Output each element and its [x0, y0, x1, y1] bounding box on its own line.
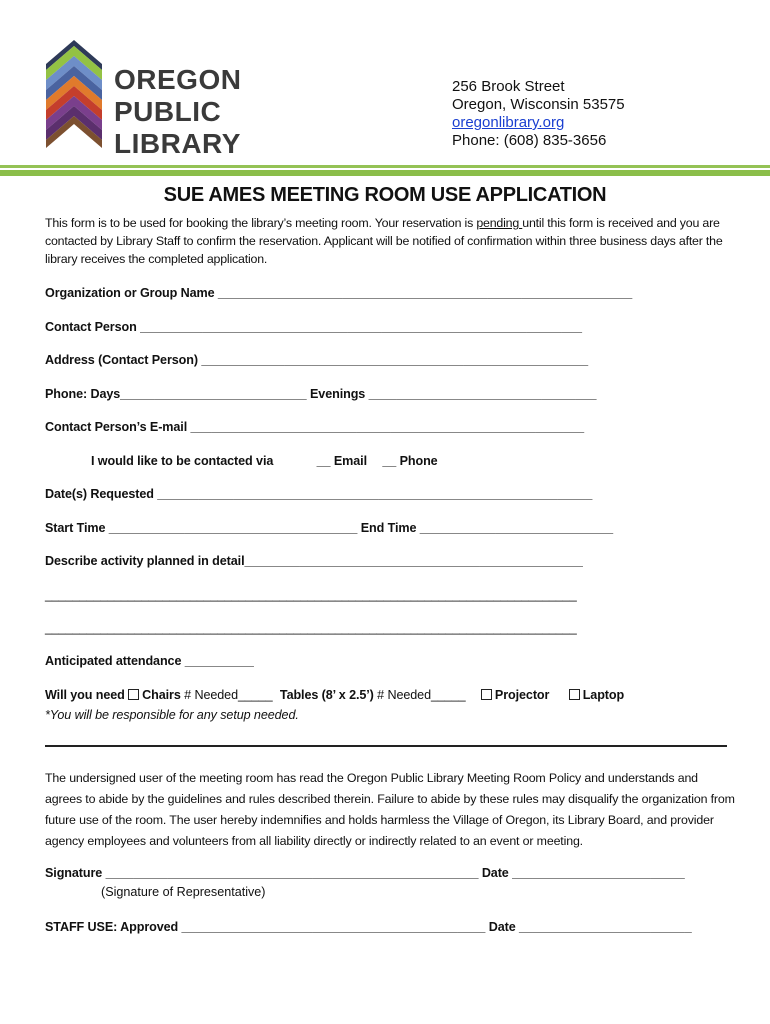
tables-label: Tables (8’ x 2.5’)	[279, 688, 378, 702]
logo-line-3: LIBRARY	[114, 128, 241, 159]
city: Oregon, Wisconsin 53575	[452, 96, 625, 113]
library-logo	[42, 40, 242, 159]
phone-days-field[interactable]: Phone: Days___________________________	[45, 387, 310, 401]
header-divider	[0, 165, 770, 177]
logo-line-1: OREGON	[114, 64, 242, 95]
section-divider	[45, 745, 727, 747]
attendance-field[interactable]: Anticipated attendance __________	[45, 654, 254, 668]
projector-label: Projector	[494, 688, 550, 702]
library-address	[452, 78, 625, 150]
staff-date-field[interactable]: Date _________________________	[488, 920, 692, 934]
time-field[interactable]	[45, 521, 613, 535]
agreement-text: The undersigned user of the meeting room has read the Oregon Public Library Meeting Room Policy and understands and agrees to abide by the guidelines and rules described therein. Failure to abide by these rules may disqualify the organization from future use of the room. The user hereby indemnifies and holds harmless the Village of Oregon, its Library Board, and provider agency employees and volunteers from all liability directly or indirectly related to an event or meeting.	[45, 771, 735, 848]
staff-row	[45, 920, 692, 934]
activity-blank-line-2[interactable]: _____________________________________________________________________________	[45, 621, 577, 635]
contact-phone-option[interactable]: __ Phone	[382, 454, 438, 468]
activity-field[interactable]: Describe activity planned in detail_________________________________________________	[45, 554, 583, 568]
end-time-field[interactable]: End Time ____________________________	[360, 521, 614, 535]
start-time-field[interactable]: Start Time ____________________________________	[45, 521, 361, 535]
contact-via-label: I would like to be contacted via	[91, 454, 274, 468]
dates-requested-field[interactable]: Date(s) Requested _______________________________________________________________	[45, 487, 593, 501]
form-title: SUE AMES MEETING ROOM USE APPLICATION	[163, 184, 607, 206]
contact-preference	[91, 454, 438, 468]
signature-field[interactable]: Signature ______________________________________________________	[45, 866, 482, 880]
email-field[interactable]: Contact Person’s E-mail _________________________________________________________	[45, 420, 585, 434]
org-name-field[interactable]: Organization or Group Name ____________________________________________________________	[45, 286, 633, 300]
tables-needed-field[interactable]: # Needed_____	[377, 688, 466, 702]
activity-blank-line-1[interactable]: _____________________________________________________________________________	[45, 588, 577, 602]
staff-approved-field[interactable]: STAFF USE: Approved ____________________________________________	[45, 920, 489, 934]
street: 256 Brook Street	[452, 78, 565, 95]
address-field[interactable]: Address (Contact Person) ________________________________________________________	[45, 353, 588, 367]
laptop-checkbox[interactable]	[569, 689, 580, 700]
signature-date-field[interactable]: Date _________________________	[481, 866, 685, 880]
logo-line-2: PUBLIC	[114, 96, 222, 127]
contact-email-option[interactable]: __ Email	[316, 454, 367, 468]
website-link[interactable]: oregonlibrary.org	[452, 114, 565, 131]
intro-text: This form is to be used for booking the library’s meeting room. Your reservation is pending until this form is received and you are contacted by Library Staff to confirm the reservation. Applicant will be notified of confirmation within three business days after the library receives the completed application.	[45, 216, 723, 266]
phone-evenings-field[interactable]: Evenings _________________________________	[310, 387, 597, 401]
projector-checkbox[interactable]	[481, 689, 492, 700]
chairs-checkbox[interactable]	[128, 689, 139, 700]
chevron-logo-icon	[42, 40, 106, 152]
chairs-needed-field[interactable]: # Needed_____	[184, 688, 276, 702]
laptop-label: Laptop	[582, 688, 625, 702]
chairs-label: Chairs	[142, 688, 185, 702]
phone: Phone: (608) 835-3656	[452, 132, 607, 149]
setup-note: *You will be responsible for any setup needed.	[45, 708, 299, 722]
signature-caption: (Signature of Representative)	[101, 885, 266, 899]
signature-row	[45, 866, 685, 880]
phone-field[interactable]	[45, 387, 596, 401]
contact-person-field[interactable]: Contact Person ________________________________________________________________	[45, 320, 582, 334]
need-label: Will you need	[45, 688, 129, 702]
logo-text	[114, 64, 241, 160]
equipment-row	[45, 688, 624, 702]
